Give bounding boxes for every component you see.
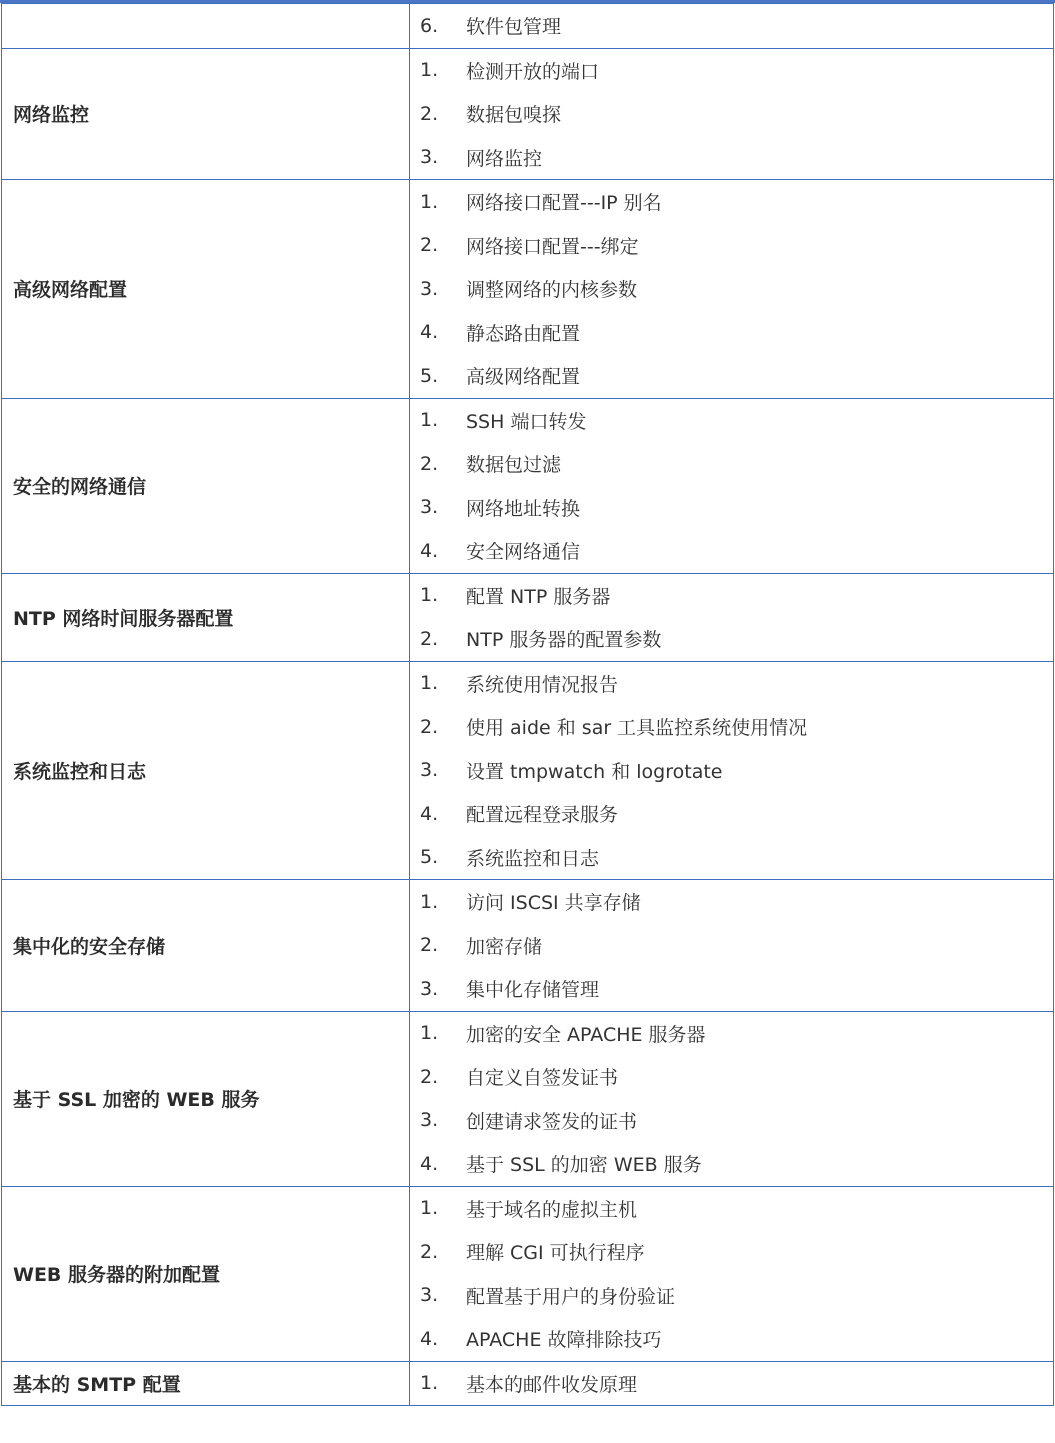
list-item-number: 5.: [420, 364, 439, 387]
list-item-number: 2.: [420, 934, 439, 957]
list-item-number: 3.: [420, 277, 439, 300]
list-item-text: 网络接口配置---IP 别名: [466, 192, 662, 215]
outline-section-row: [2, 398, 1054, 573]
list-item-number: 4.: [420, 321, 439, 344]
section-items: [410, 398, 1054, 573]
outline-section-row: [2, 661, 1054, 880]
list-item-text: 理解 CGI 可执行程序: [466, 1242, 645, 1265]
list-item-number: 4.: [420, 1327, 439, 1350]
list-item-text: 基于 SSL 的加密 WEB 服务: [466, 1154, 702, 1177]
section-topic: 集中化的安全存储: [2, 880, 410, 1012]
list-item-text: 系统监控和日志: [466, 847, 600, 870]
list-item-text: 自定义自签发证书: [466, 1067, 619, 1090]
list-item-number: 1.: [420, 409, 439, 432]
list-item-number: 3.: [420, 977, 439, 1000]
list-item: [420, 267, 1053, 311]
list-item-text: 网络接口配置---绑定: [466, 235, 639, 258]
list-item-number: 4.: [420, 802, 439, 825]
list-item: [420, 399, 1053, 443]
list-item: [420, 574, 1053, 618]
list-item-number: 1.: [420, 59, 439, 82]
list-item-number: 3.: [420, 1109, 439, 1132]
section-items: [410, 4, 1054, 49]
outline-section-row: [2, 1361, 1054, 1406]
list-item-text: 配置 NTP 服务器: [466, 585, 611, 608]
section-topic: NTP 网络时间服务器配置: [2, 573, 410, 661]
list-item: [420, 354, 1053, 398]
list-item-number: 1.: [420, 1197, 439, 1220]
list-item-number: 2.: [420, 1240, 439, 1263]
list-item: [420, 486, 1053, 530]
list-item-number: 2.: [420, 1065, 439, 1088]
list-item-text: APACHE 故障排除技巧: [466, 1329, 662, 1352]
course-outline-table: [1, 3, 1054, 1406]
list-item-text: 访问 ISCSI 共享存储: [466, 892, 641, 915]
list-item-text: 网络监控: [466, 147, 543, 170]
list-item: [420, 662, 1053, 706]
list-item-number: 1.: [420, 890, 439, 913]
list-item: [420, 180, 1053, 224]
list-item: [420, 1230, 1053, 1274]
section-items: [410, 880, 1054, 1012]
list-item-text: 检测开放的端口: [466, 60, 600, 83]
list-item-text: 网络地址转换: [466, 497, 581, 520]
list-item-text: 集中化存储管理: [466, 979, 600, 1002]
list-item: [420, 705, 1053, 749]
section-topic: 基本的 SMTP 配置: [2, 1361, 410, 1406]
section-topic: [2, 4, 410, 49]
list-item-text: 配置远程登录服务: [466, 804, 619, 827]
list-item-text: 静态路由配置: [466, 322, 581, 345]
list-item: [420, 1187, 1053, 1231]
list-item-text: 加密存储: [466, 935, 543, 958]
list-item-text: 数据包过滤: [466, 454, 562, 477]
list-item: [420, 1012, 1053, 1056]
outline-section-row: [2, 180, 1054, 399]
list-item: [420, 49, 1053, 93]
list-item: [420, 224, 1053, 268]
outline-section-row: [2, 4, 1054, 49]
section-topic: 系统监控和日志: [2, 661, 410, 880]
outline-section-row: [2, 48, 1054, 180]
list-item-number: 1.: [420, 584, 439, 607]
list-item: [420, 924, 1053, 968]
list-item: [420, 1142, 1053, 1186]
section-topic: WEB 服务器的附加配置: [2, 1186, 410, 1361]
list-item: [420, 1099, 1053, 1143]
list-item-text: 创建请求签发的证书: [466, 1110, 638, 1133]
list-item: [420, 617, 1053, 661]
section-topic: 高级网络配置: [2, 180, 410, 399]
section-items: [410, 661, 1054, 880]
outline-section-row: [2, 880, 1054, 1012]
list-item-text: 高级网络配置: [466, 366, 581, 389]
list-item-number: 3.: [420, 1284, 439, 1307]
list-item-number: 1.: [420, 190, 439, 213]
list-item-number: 3.: [420, 496, 439, 519]
list-item-text: 数据包嗅探: [466, 104, 562, 127]
list-item-text: SSH 端口转发: [466, 410, 587, 433]
list-item-number: 1.: [420, 1022, 439, 1045]
list-item-text: NTP 服务器的配置参数: [466, 629, 662, 652]
list-item-number: 4.: [420, 539, 439, 562]
list-item-text: 加密的安全 APACHE 服务器: [466, 1023, 706, 1046]
outline-body: [2, 4, 1054, 1406]
outline-section-row: [2, 1011, 1054, 1186]
section-items: [410, 48, 1054, 180]
outline-section-row: [2, 1186, 1054, 1361]
list-item-number: 1.: [420, 672, 439, 695]
list-item-number: 2.: [420, 715, 439, 738]
list-item-number: 2.: [420, 627, 439, 650]
section-items: [410, 573, 1054, 661]
list-item-text: 调整网络的内核参数: [466, 279, 638, 302]
list-item-text: 配置基于用户的身份验证: [466, 1285, 676, 1308]
list-item: [420, 136, 1053, 180]
section-topic: 安全的网络通信: [2, 398, 410, 573]
list-item-text: 设置 tmpwatch 和 logrotate: [466, 760, 723, 783]
list-item: [420, 967, 1053, 1011]
list-item: [420, 1055, 1053, 1099]
list-item-number: 5.: [420, 846, 439, 869]
list-item: [420, 1317, 1053, 1361]
list-item: [420, 311, 1053, 355]
list-item: [420, 880, 1053, 924]
list-item-number: 3.: [420, 759, 439, 782]
list-item-text: 基本的邮件收发原理: [466, 1373, 638, 1396]
list-item: [420, 442, 1053, 486]
list-item: [420, 836, 1053, 880]
section-items: [410, 1361, 1054, 1406]
list-item-number: 2.: [420, 234, 439, 257]
section-topic: 网络监控: [2, 48, 410, 180]
list-item: [420, 1362, 1053, 1406]
list-item-number: 2.: [420, 102, 439, 125]
list-item-text: 软件包管理: [466, 16, 562, 39]
list-item-number: 4.: [420, 1152, 439, 1175]
section-items: [410, 1011, 1054, 1186]
list-item-text: 基于域名的虚拟主机: [466, 1198, 638, 1221]
section-items: [410, 180, 1054, 399]
list-item: [420, 792, 1053, 836]
list-item-text: 系统使用情况报告: [466, 673, 619, 696]
list-item: [420, 749, 1053, 793]
list-item: [420, 4, 1053, 48]
list-item-number: 1.: [420, 1372, 439, 1395]
list-item-text: 使用 aide 和 sar 工具监控系统使用情况: [466, 717, 808, 740]
outline-section-row: [2, 573, 1054, 661]
list-item: [420, 92, 1053, 136]
list-item-number: 3.: [420, 146, 439, 169]
section-items: [410, 1186, 1054, 1361]
list-item: [420, 529, 1053, 573]
list-item-number: 2.: [420, 452, 439, 475]
list-item: [420, 1274, 1053, 1318]
list-item-number: 6.: [420, 14, 439, 37]
section-topic: 基于 SSL 加密的 WEB 服务: [2, 1011, 410, 1186]
list-item-text: 安全网络通信: [466, 541, 581, 564]
